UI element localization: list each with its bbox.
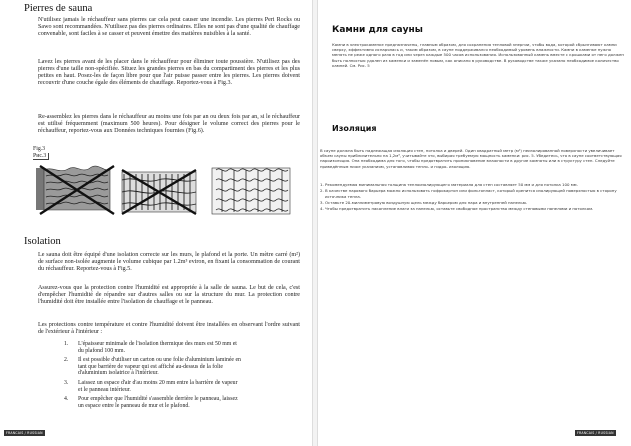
paragraph-stones-3: Re-assemblez les pierres dans le réchauffeur au moins une fois par an ou deux fois par an, si le réchauffeur est utilisé fréquemment (maximum 500 heures). Pour désigner le volume correct des pierres pour le réchauffeur, reportez-vous aux Données techniques fournies (Fig.6). <box>38 114 300 135</box>
isolation-list-ru <box>320 182 622 213</box>
isolation-paragraph-3: Les protections contre température et contre l'humidité doivent être installées en observant l'ordre suivant de l'extérieur à l'intérieur : <box>38 322 300 336</box>
isolation-title-fr: Isolation <box>24 236 61 247</box>
figure-label-fr: Fig.3 <box>33 146 46 152</box>
page-title-ru: Камни для сауны <box>332 25 423 35</box>
wrong-stacking-illustration-2 <box>122 170 196 214</box>
isolation-paragraph-ru: В сауне должна быть надлежащая изоляция стен, потолка и дверей. Один квадратный метр (м²) неизолированной поверхности увеличивает объем сауны приблизительно на 1,2м³, учитывайте это, выбирая требуемую мощность каменки: рис. 5. Убедитесь, что в сауне соответствующая пароизоляция. Она необходима для того, чтобы предотвратить проникновение влажности в другие комнаты или в структуру стен. Следуйте приведённым ниже указаниям, устанавливая тепло- и гидро- изоляцию. <box>320 148 622 169</box>
page-footer-left: FRANCAIS / RUSSIAN <box>6 431 43 435</box>
isolation-paragraph-1: Le sauna doit être équipé d'une isolation correcte sur les murs, le plafond et la porte. Un mètre carré (m²) de surface non-isolée augmente le volume cubique par 1.2m³ eviron, en fixant la consommation de courant du réchauffeur. Reportez-vous à Fig.5. <box>38 252 300 273</box>
list-item: 3. Laissez un espace d'air d'au moins 20 mm entre la barrière de vapeur et le panneau intérieur. <box>64 379 238 393</box>
list-item: 4. Чтобы предотвратить накопление влаги за панелью, оставьте свободное пространство между стеновыми панелями и потолком. <box>320 206 594 212</box>
isolation-list-fr <box>64 341 242 412</box>
wrong-stacking-illustration-1 <box>36 166 114 214</box>
left-page <box>0 0 312 446</box>
correct-stacking-illustration <box>212 168 290 214</box>
paragraph-stones-2: Lavez les pierres avant de les placer dans le réchauffeur pour éliminer toute poussière. N'utilisez pas des pierres d'une taille non-spécifiée. Situez les grandes pierres en bas du compartiment des pierres et les plus petites en haut. Posez-les de façon libre pour que l'air puisse passer entre les pierres. Les pierres doivent recouvrir d'une couche égale des éléments de chauffage. Reportez-vous à Fig.3. <box>38 59 300 87</box>
paragraph-stones-ru: Камни в электрокаменке предназначены, главным образом, для сохранения тепловой энергии, чтобы вода, которой сбрызгивают камни сверху, эффективно испарялась и, таким образом, в сауне поддерживался необходимый уровень влажности. Камни в каменке нужно менять не реже одного раза в год или через каждые 500 часов использования. Использованный камень вместе с крошками от него должен быть полностью удален из каменки и заменён новым, как описано в руководстве. В руководстве также указано необходимое количество камней. См. Рис. 5 <box>332 42 624 68</box>
list-item: 4. Pour empêcher que l'humidité s'assemble derrière le panneau, laissez un espace entre le panneau de mur et le plafond. <box>64 396 238 409</box>
page-footer-right: FRANCAIS / RUSSIAN <box>577 431 614 435</box>
list-item: 3. Оставьте 20-миллиметровую воздушную щель между барьером для пара и внутренней панелью. <box>320 199 528 205</box>
figure-label-ru: Рис.3 <box>33 153 49 160</box>
list-item: 1. L'épaisseur minimale de l'isolation thermique des murs est 50 mm et du plafond 100 mm. <box>64 341 237 354</box>
list-item: 1. Рекомендуемая минимальная толщина теплоизолирующего материала для стен составляет 50 мм и для потолка 100 мм. <box>320 182 578 187</box>
list-item: 2. Il est possible d'utiliser un carton ou une folie d'aluminium laminée en tant que barrière de vapeur qui est affiché au-dessus de la folie d'aluminium isolatrice à l'intérieur. <box>64 357 241 377</box>
page-title-fr: Pierres de sauna <box>24 3 93 14</box>
isolation-paragraph-2: Assurez-vous que la protection contre l'humidité est appropriée à la salle de sauna. Le but de cela, c'est d'empêcher l'humidité de répandre sur d'autres salles ou sur la structure du mur. La protection contre l'humidité doit être installée entre l'isolation de chauffage et le panneau. <box>38 285 300 306</box>
right-page <box>318 0 631 446</box>
isolation-title-ru: Изоляция <box>332 124 377 133</box>
paragraph-stones-1: N'utilisez jamais le réchauffeur sans pierres car cela peut causer une incendie. Les pierres Peri Rocks ou Sawo sont recommandées. N'utilisez pas des pierres ordinaires. Elles ne sont pas d'une qualité de chauffage convenable, sont faciles à se casser et peuvent émettre des matières nuisibles à la santé. <box>38 17 300 38</box>
list-item: 2. В качестве парового барьера можно использовать гофрокартон или фольгопласт, который крепится изолирующей поверхностью в сторону источника тепла. <box>320 188 617 199</box>
stones-placement-figure <box>30 162 300 220</box>
